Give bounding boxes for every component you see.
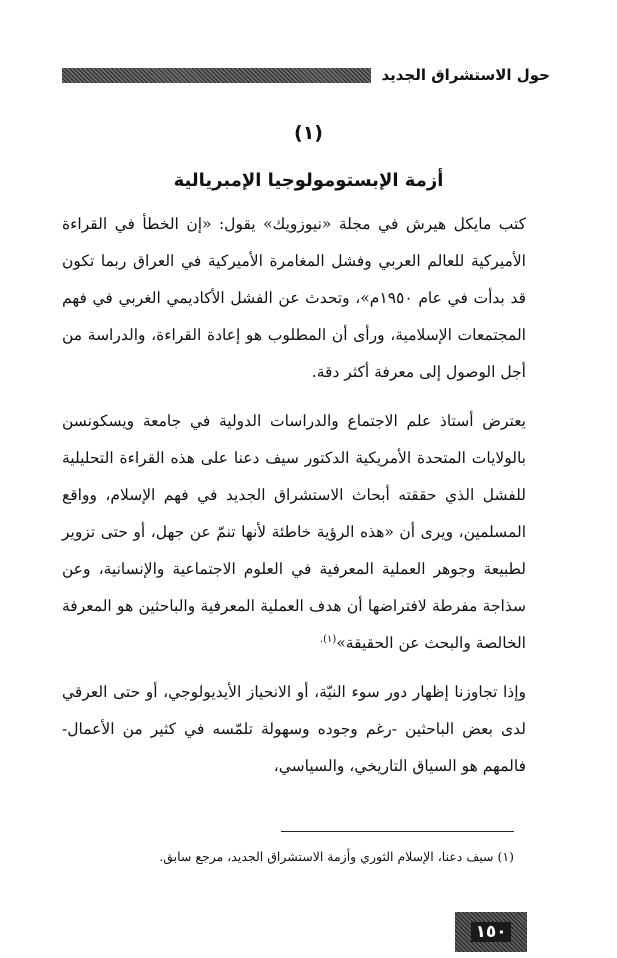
- paragraph-2: [62, 403, 526, 662]
- section-title: أزمة الإبستومولوجيا الإمبريالية: [173, 170, 444, 191]
- footnote-divider: [281, 831, 514, 832]
- paragraph-3-text: وإذا تجاوزنا إظهار دور سوء النيّة، أو الانحياز الأيديولوجي، أو حتى العرقي لدى بعض الباحثين -رغم وجوده وسهولة تلمّسه في كثير من الأعمال- فالمهم هو السياق التاريخي، والسياسي،: [62, 683, 526, 775]
- footnote-reference[interactable]: (١).: [319, 633, 337, 645]
- paragraph-1-text: كتب مايكل هيرش في مجلة «نيوزويك» يقول: «إن الخطأ في القراءة الأميركية للعالم العربي وفشل المغامرة الأميركية في العراق ربما تكون قد بدأت في عام ١٩٥٠م»، وتحدث عن الفشل الأكاديمي الغربي في فهم المجتمعات الإسلامية، ورأى أن المطلوب هو إعادة القراءة، والدراسة من أجل الوصول إلى معرفة أكثر دقة.: [62, 215, 527, 381]
- running-header: [62, 66, 550, 84]
- page-number-badge: [455, 912, 527, 952]
- page-number: ١٥٠: [471, 922, 510, 942]
- header-decorative-bar: [62, 68, 371, 83]
- footnote: (١) سيف دعنا، الإسلام الثوري وأزمة الاستشراق الجديد، مرجع سابق.: [159, 849, 514, 864]
- running-title: حول الاستشراق الجديد: [381, 66, 550, 84]
- paragraph-3: [62, 674, 526, 785]
- paragraph-2-text: يعترض أستاذ علم الاجتماع والدراسات الدولية في جامعة ويسكونسن بالولايات المتحدة الأمريكية الدكتور سيف دعنا على هذه القراءة التحليلية للفشل الذي حققته أبحاث الاستشراق الجديد في فهم الإسلام، وواقع المسلمين، ويرى أن «هذه الرؤية خاطئة لأنها تنمّ عن جهل، أو حتى تزوير لطبيعة وجوهر العملية المعرفية في العلوم الاجتماعية والإنسانية، وعن سذاجة مفرطة لافتراضها أن هدف العملية المعرفية والباحثين هو المعرفة الخالصة والبحث عن الحقيقة»: [62, 412, 526, 652]
- paragraph-1: [62, 206, 526, 391]
- chapter-number: (١): [294, 122, 323, 144]
- body-text: [62, 206, 526, 797]
